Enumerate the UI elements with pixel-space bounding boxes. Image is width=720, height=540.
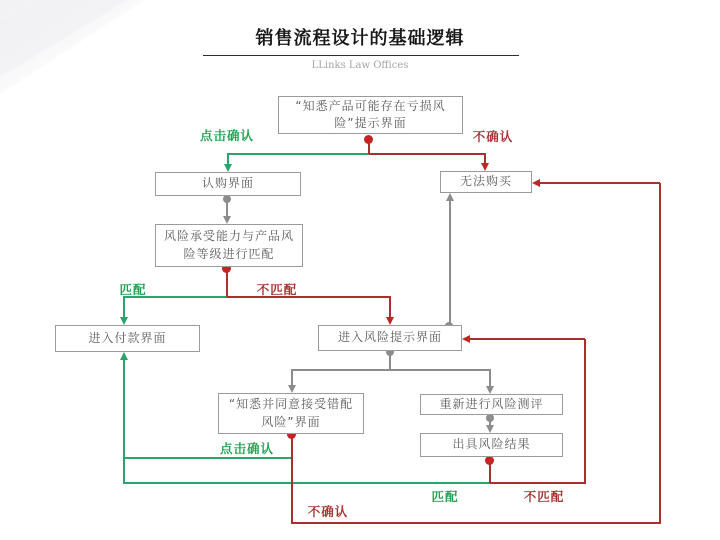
connector-line: [540, 182, 660, 184]
arrowhead: [486, 425, 494, 433]
edge-label-match-mid: 匹配: [119, 282, 147, 297]
connector-line: [389, 353, 391, 370]
edge-label-not-confirm-top: 不确认: [472, 129, 514, 144]
connector-line: [291, 369, 293, 385]
connector-line: [291, 522, 661, 524]
arrowhead: [532, 179, 540, 187]
arrowhead: [462, 335, 470, 343]
arrowhead: [120, 317, 128, 325]
connector-line: [226, 202, 228, 217]
edge-label-match-bottom: 匹配: [431, 489, 459, 504]
edge-label-click-confirm-top: 点击确认: [199, 128, 254, 143]
node-result: 出具风险结果: [420, 433, 563, 457]
connector-line: [123, 359, 125, 484]
node-cannot-buy: 无法购买: [440, 171, 532, 193]
connector-line: [470, 338, 585, 340]
node-payment: 进入付款界面: [55, 325, 200, 352]
node-match-check: 风险承受能力与产品风险等级进行匹配: [155, 224, 303, 267]
connector-line: [228, 153, 370, 155]
connector-line: [489, 369, 491, 386]
edge-label-click-confirm-bottom: 点击确认: [219, 441, 274, 456]
edge-label-mismatch-mid: 不匹配: [256, 282, 298, 297]
edge-label-mismatch-bottom: 不匹配: [523, 489, 565, 504]
connector-line: [584, 339, 586, 484]
arrowhead: [224, 164, 232, 172]
connector-line: [123, 296, 125, 318]
node-risk-prompt: 进入风险提示界面: [318, 325, 462, 351]
arrowhead: [486, 386, 494, 394]
connector-line: [659, 183, 661, 524]
edge-label-not-confirm-bottom: 不确认: [307, 504, 349, 519]
connector-line: [291, 437, 293, 524]
arrowhead: [386, 317, 394, 325]
connector-line: [226, 271, 228, 297]
arrowhead: [288, 385, 296, 393]
connector-line: [490, 482, 586, 484]
page-title: 销售流程设计的基础逻辑: [255, 28, 465, 49]
connector-line: [489, 464, 491, 483]
arrowhead: [481, 163, 489, 171]
connector-line: [389, 296, 391, 318]
connector-line: [449, 200, 451, 326]
node-risk-notice: “知悉产品可能存在亏损风险”提示界面: [278, 96, 463, 134]
firm-name: LLinks Law Offices: [311, 60, 409, 71]
arrowhead: [223, 216, 231, 224]
connector-line: [292, 369, 490, 371]
connector-line: [124, 457, 293, 459]
decision-dot: [485, 456, 494, 465]
node-subscribe: 认购界面: [155, 172, 301, 196]
connector-line: [124, 482, 490, 484]
title-underline: [203, 55, 519, 56]
connector-line: [369, 153, 486, 155]
node-accept-mismatch: “知悉并同意接受错配风险”界面: [218, 393, 364, 434]
decision-dot: [364, 135, 373, 144]
node-retest: 重新进行风险测评: [420, 394, 563, 415]
